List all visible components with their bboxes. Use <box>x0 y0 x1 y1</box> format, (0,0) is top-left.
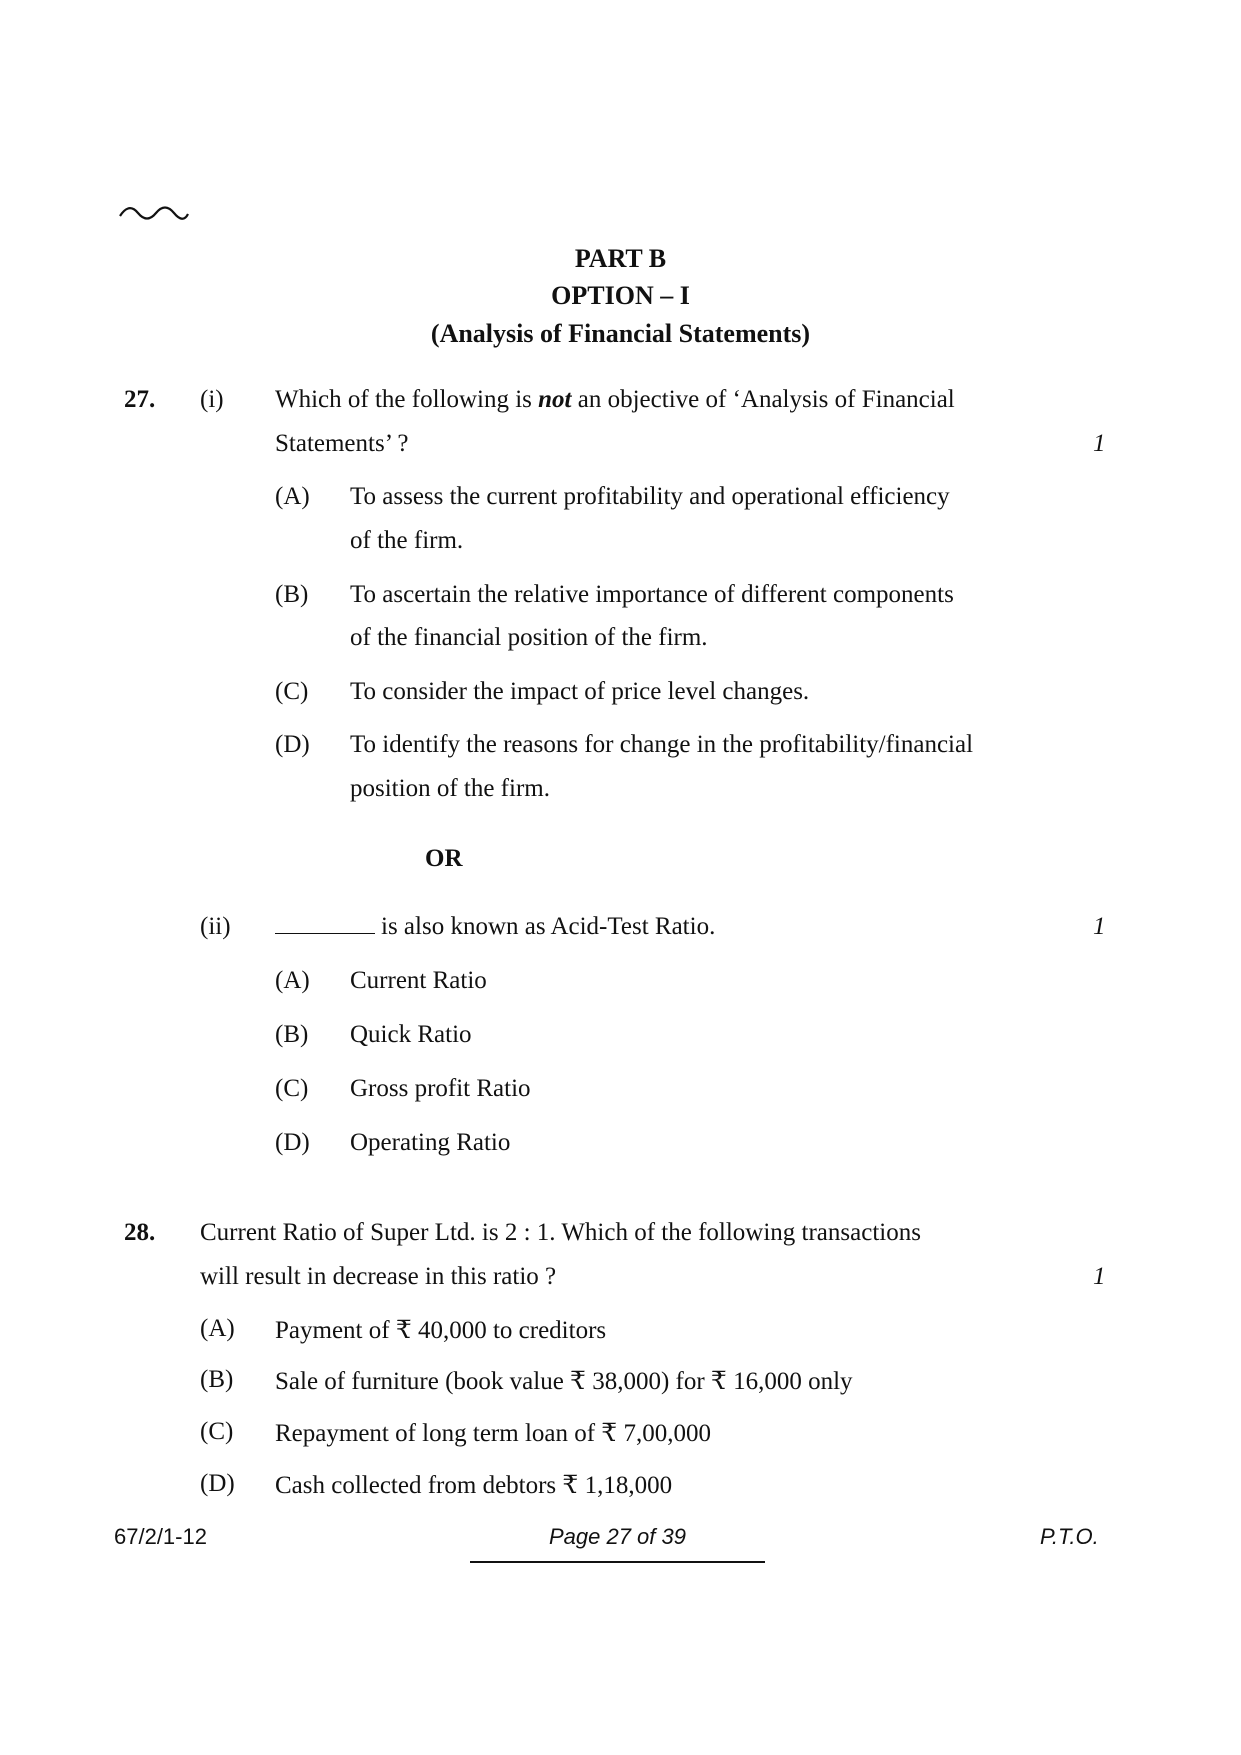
question-27-i-text <box>275 386 955 414</box>
fill-in-blank <box>275 915 375 934</box>
marks-27-i: 1 <box>1093 430 1106 457</box>
subpart-i-label: (i) <box>200 386 224 413</box>
option-text-line2: position of the firm. <box>350 775 550 802</box>
question-28-text: Current Ratio of Super Ltd. is 2 : 1. Which of the following transactions <box>200 1219 921 1246</box>
subpart-ii-label: (ii) <box>200 913 231 940</box>
option-text: Sale of furniture (book value ₹ 38,000) for ₹ 16,000 only <box>275 1368 853 1395</box>
option-label: (A) <box>200 1315 235 1342</box>
option-text-line2: of the firm. <box>350 527 464 554</box>
option-text: Payment of ₹ 40,000 to creditors <box>275 1317 607 1344</box>
question-27-ii-text <box>275 913 715 941</box>
page-number: Page 27 of 39 <box>548 1524 686 1549</box>
marks-27-ii: 1 <box>1093 913 1106 940</box>
part-title: PART B <box>574 244 667 273</box>
option-text: Current Ratio <box>350 967 487 994</box>
page-number-underline <box>470 1561 765 1563</box>
option-text: To ascertain the relative importance of different components <box>350 581 954 608</box>
question-number-27: 27. <box>124 386 156 413</box>
question-text: is also known as Acid-Test Ratio. <box>381 913 716 940</box>
wavy-line-icon <box>118 200 190 226</box>
option-label: (B) <box>275 581 309 608</box>
option-label: (D) <box>200 1470 235 1497</box>
marks-28: 1 <box>1093 1263 1106 1290</box>
emphasis-not: not <box>538 386 572 413</box>
option-label: (B) <box>275 1021 309 1048</box>
question-text-post: an objective of ‘Analysis of Financial <box>571 386 955 413</box>
or-separator: OR <box>425 845 463 872</box>
option-text: Quick Ratio <box>350 1021 472 1048</box>
option-text: Gross profit Ratio <box>350 1075 531 1102</box>
option-label: (C) <box>200 1418 234 1445</box>
option-text: Operating Ratio <box>350 1129 511 1156</box>
option-label: (C) <box>275 1075 309 1102</box>
question-text-pre: Which of the following is <box>275 386 539 413</box>
pto-note: P.T.O. <box>1040 1524 1099 1549</box>
option-text: To consider the impact of price level changes. <box>350 678 810 705</box>
question-28-text-line2: will result in decrease in this ratio ? <box>200 1263 557 1290</box>
option-label: (D) <box>275 1129 310 1156</box>
option-label: (D) <box>275 731 310 758</box>
option-text-line2: of the financial position of the firm. <box>350 624 708 651</box>
option-text: Repayment of long term loan of ₹ 7,00,000 <box>275 1420 711 1447</box>
option-label: (B) <box>200 1366 234 1393</box>
question-number-28: 28. <box>124 1219 156 1246</box>
option-text: Cash collected from debtors ₹ 1,18,000 <box>275 1472 673 1499</box>
option-title: OPTION – I <box>551 281 690 310</box>
section-subtitle: (Analysis of Financial Statements) <box>430 319 811 348</box>
option-label: (A) <box>275 483 310 510</box>
paper-code: 67/2/1-12 <box>114 1524 207 1549</box>
option-text: To assess the current profitability and operational efficiency <box>350 483 950 510</box>
option-label: (A) <box>275 967 310 994</box>
question-27-i-text-line2: Statements’ ? <box>275 430 409 457</box>
option-label: (C) <box>275 678 309 705</box>
option-text: To identify the reasons for change in the profitability/financial <box>350 731 974 758</box>
